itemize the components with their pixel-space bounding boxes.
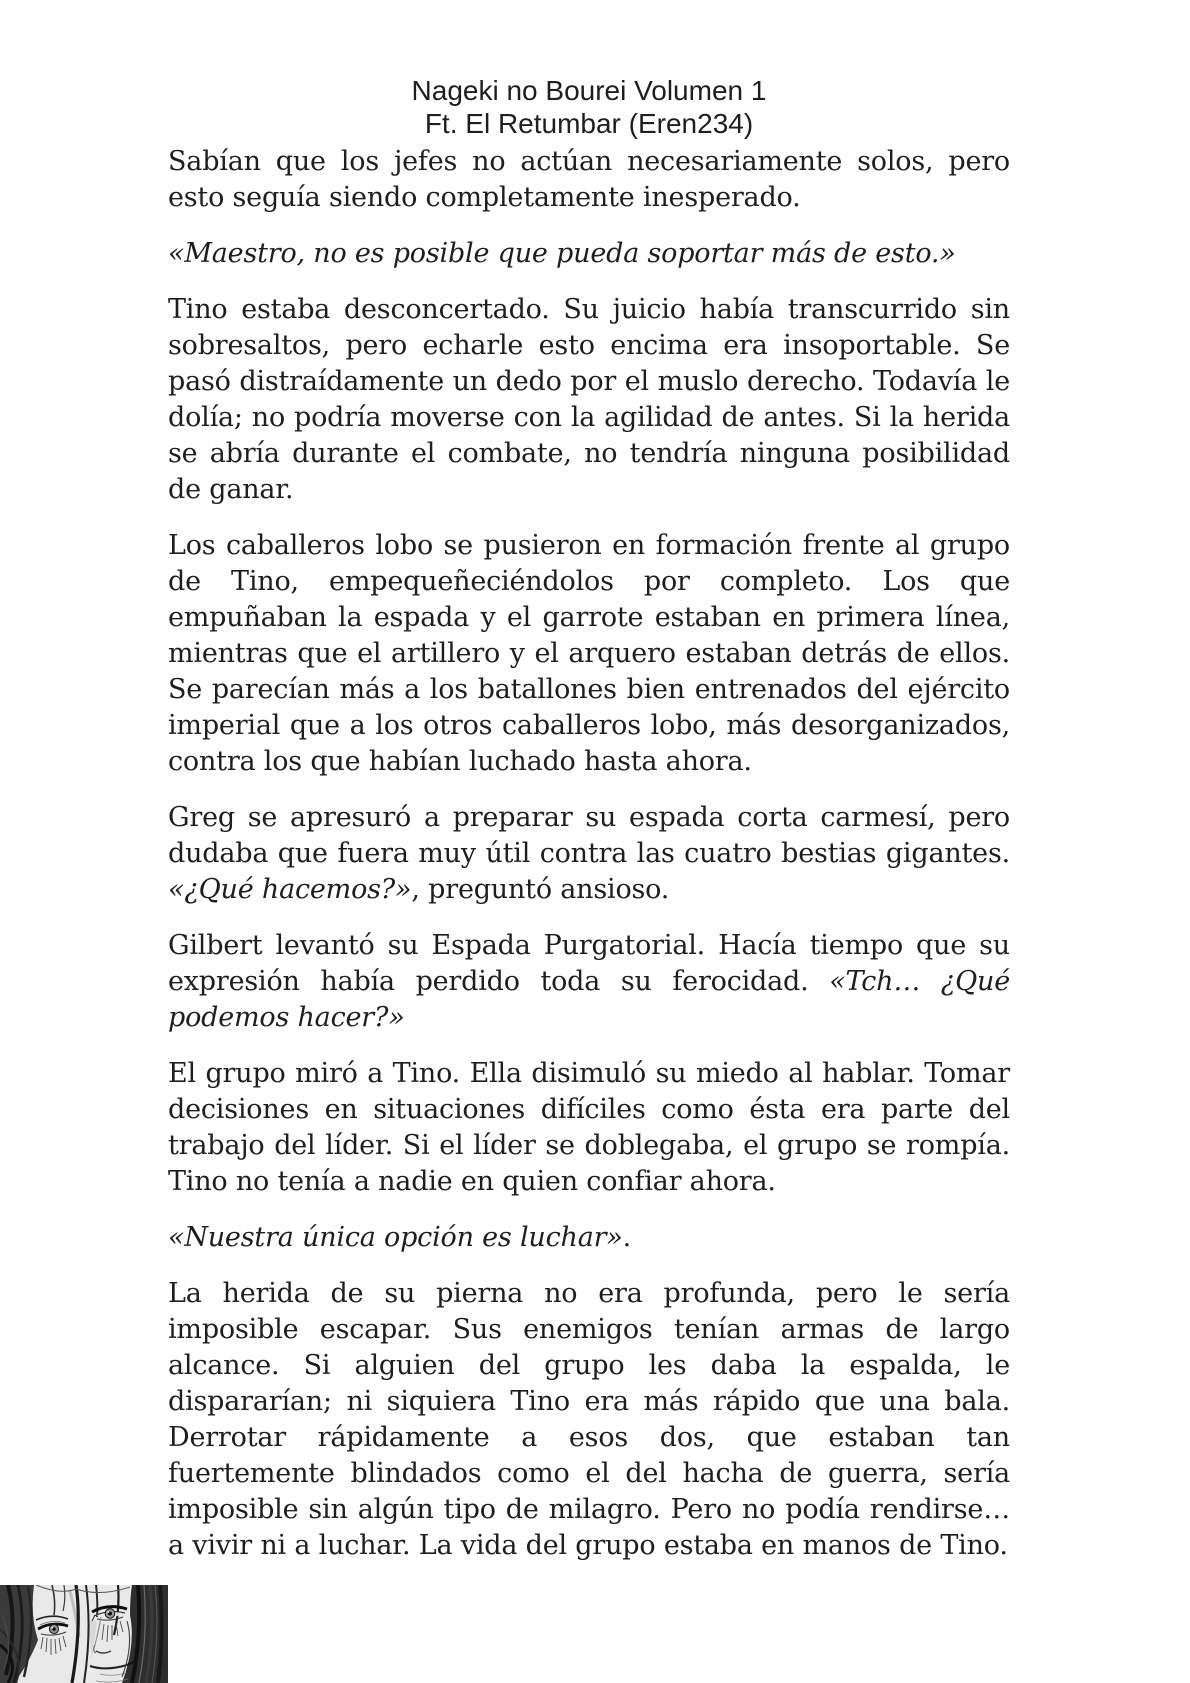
text-segment: El grupo miró a Tino. Ella disimuló su miedo al hablar. Tomar decisiones en situaciones difíciles como ésta era parte del trabajo del líder. Si el líder se doblegaba, el grupo se rompía. Tino no tenía a nadie en quien confiar ahora.: [168, 1058, 1010, 1197]
text-segment: Los caballeros lobo se pusieron en formación frente al grupo de Tino, empequeñeciéndolos por completo. Los que empuñaban la espada y el garrote estaban en primera línea, mientras que el artillero y el arquero estaban detrás de ellos. Se parecían más a los batallones bien entrenados del ejército imperial que a los otros caballeros lobo, más desorganizados, contra los que habían luchado hasta ahora.: [168, 530, 1010, 777]
paragraph-8: [168, 1220, 1010, 1256]
text-segment: .: [622, 1222, 632, 1253]
italic-text-segment: «Nuestra única opción es luchar»: [168, 1222, 623, 1253]
paragraph-4: [168, 528, 1010, 780]
italic-text-segment: «Tch… ¿Qué podemos hacer?»: [168, 966, 1010, 1033]
document-subtitle: Ft. El Retumbar (Eren234): [424, 108, 754, 139]
paragraph-1: [168, 144, 1010, 216]
text-segment: , preguntó ansioso.: [411, 874, 670, 905]
text-segment: Gilbert levantó su Espada Purgatorial. Hacía tiempo que su expresión había perdido toda su ferocidad.: [168, 930, 1010, 997]
paragraph-2: [168, 236, 1010, 272]
paragraph-7: [168, 1056, 1010, 1200]
italic-text-segment: «¿Qué hacemos?»: [168, 874, 412, 905]
text-segment: Sabían que los jefes no actúan necesariamente solos, pero esto seguía siendo completamente inesperado.: [168, 146, 1010, 213]
paragraph-9: [168, 1276, 1010, 1564]
document-title: Nageki no Bourei Volumen 1: [411, 75, 767, 106]
body-paragraphs: [168, 144, 1010, 1564]
text-segment: La herida de su pierna no era profunda, pero le sería imposible escapar. Sus enemigos tenían armas de largo alcance. Si alguien del grupo les daba la espalda, le dispararían; ni siquiera Tino era más rápido que una bala. Derrotar rápidamente a esos dos, que estaban tan fuertemente blindados como el del hacha de guerra, sería imposible sin algún tipo de milagro. Pero no podía rendirse… a vivir ni a luchar. La vida del grupo estaba en manos de Tino.: [168, 1278, 1010, 1561]
manga-face-drawing: [0, 1585, 168, 1683]
paragraph-6: [168, 928, 1010, 1036]
italic-text-segment: «Maestro, no es posible que pueda soportar más de esto.»: [168, 238, 956, 269]
manga-face-illustration: [0, 1585, 168, 1683]
text-segment: Tino estaba desconcertado. Su juicio había transcurrido sin sobresaltos, pero echarle esto encima era insoportable. Se pasó distraídamente un dedo por el muslo derecho. Todavía le dolía; no podría moverse con la agilidad de antes. Si la herida se abría durante el combate, no tendría ninguna posibilidad de ganar.: [168, 294, 1010, 505]
paragraph-3: [168, 292, 1010, 508]
document-header: [168, 74, 1010, 140]
paragraph-5: [168, 800, 1010, 908]
text-segment: Greg se apresuró a preparar su espada corta carmesí, pero dudaba que fuera muy útil contra las cuatro bestias gigantes.: [168, 802, 1010, 869]
